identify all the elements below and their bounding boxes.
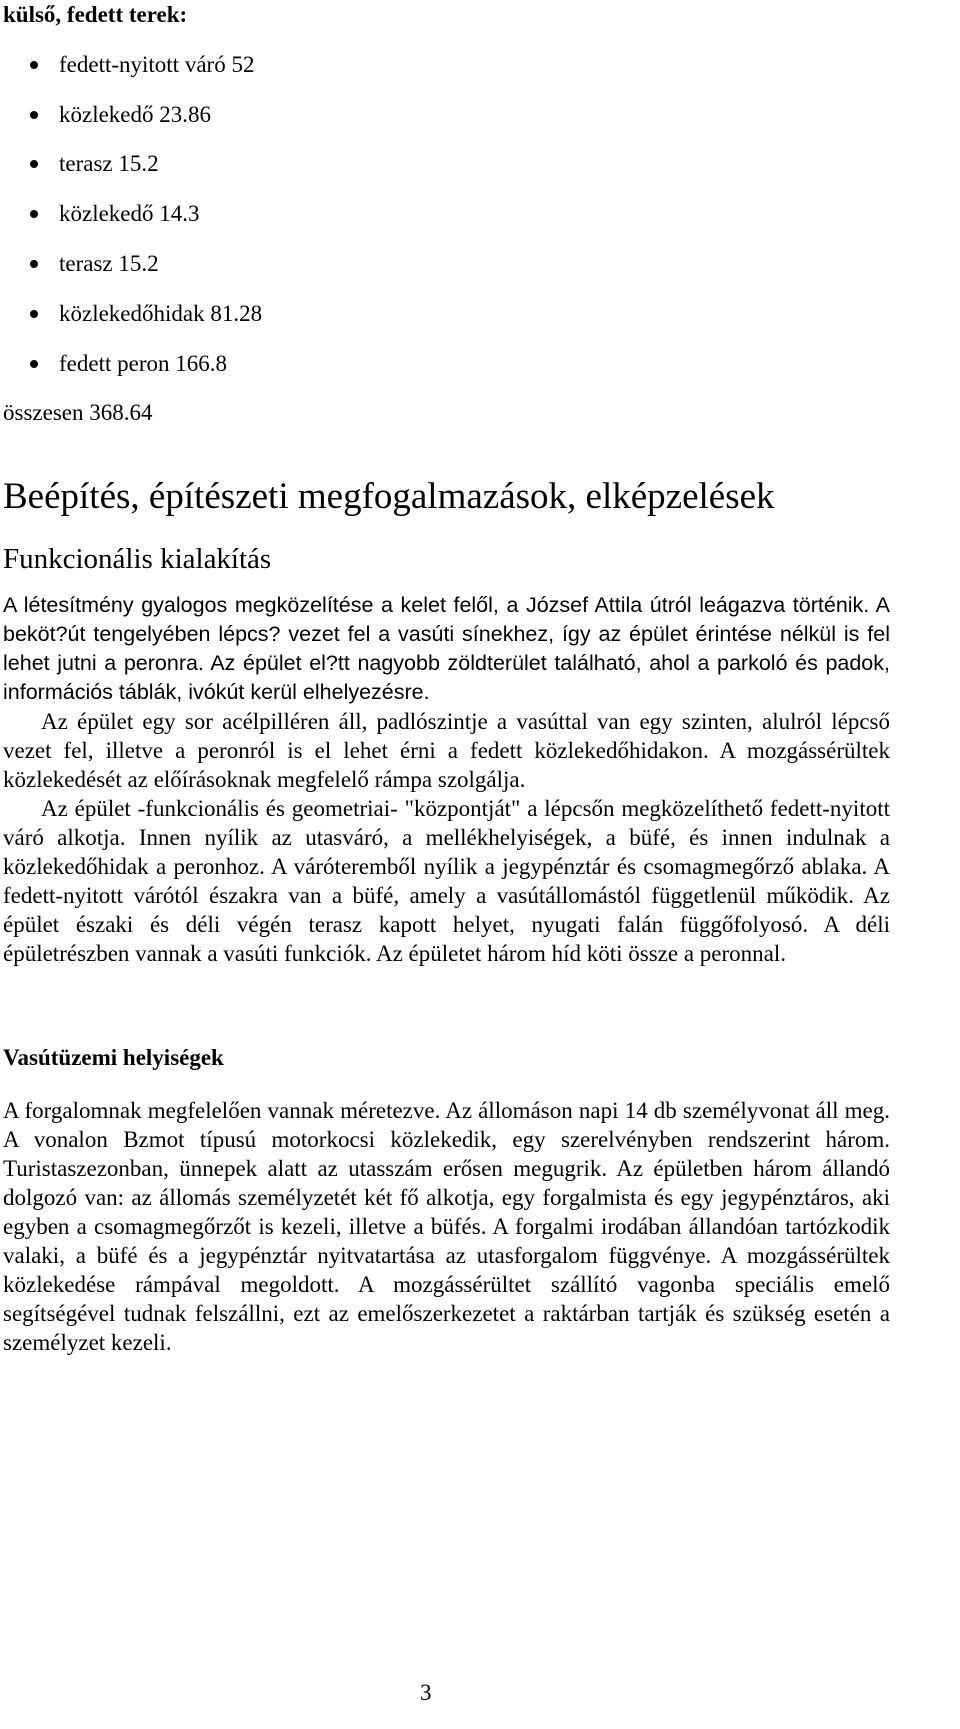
list-item bbox=[30, 151, 159, 177]
bullet-icon bbox=[30, 310, 38, 318]
list-item-text: közlekedő 14.3 bbox=[59, 201, 200, 226]
bullet-icon bbox=[30, 260, 38, 268]
list-item-text: terasz 15.2 bbox=[59, 251, 159, 276]
list-item bbox=[30, 201, 200, 227]
list-item-text: közlekedő 23.86 bbox=[59, 102, 212, 127]
bullet-icon bbox=[30, 160, 38, 168]
total-area: összesen 368.64 bbox=[3, 400, 153, 425]
list-item bbox=[30, 301, 262, 327]
list-item-text: terasz 15.2 bbox=[59, 151, 159, 176]
functional-paragraph-2: Az épület egy sor acélpilléren áll, padlószintje a vasúttal van egy szinten, alulról lépcső vezet fel, illetve a peronról is el lehet érni a fedett közlekedőhidakon. A mozgássérültek közlekedését az előírásoknak megfelelő rámpa szolgálja. bbox=[3, 709, 890, 792]
functional-heading: Funkcionális kialakítás bbox=[3, 543, 272, 575]
functional-paragraph-1: A létesítmény gyalogos megközelítése a kelet felől, a József Attila útról leágazva történik. A beköt?út tengelyében lépcs? vezet fel a vasúti sínekhez, így az épület érintése nélkül is fel lehet jutni a peronra. Az épület el?tt nagyobb zöldterület található, ahol a parkoló és padok, információs táblák, ivókút kerül elhelyezésre. bbox=[3, 593, 890, 704]
railway-paragraph: A forgalomnak megfelelően vannak méretezve. Az állomáson napi 14 db személyvonat áll meg. A vonalon Bzmot típusú motorkocsi közlekedik, egy szerelvényben rendszerint három. Turistaszezonban, ünnepek alatt az utasszám erősen megugrik. Az épületben három állandó dolgozó van: az állomás személyzetét két fő alkotja, egy forgalmista és egy jegypénztáros, aki egyben a csomagmegőrzőt is kezeli, illetve a büfés. A forgalmi irodában állandóan tartózkodik valaki, a büfé és a jegypénztár nyitvatartása az utasforgalom függvénye. A mozgássérültek közlekedése rámpával megoldott. A mozgássérültet szállító vagonba speciális emelő segítségével tudnak felszállni, ezt az emelőszerkezetet a raktárban tartják és szükség esetén a személyzet kezeli. bbox=[3, 1098, 890, 1355]
railway-text bbox=[3, 1096, 890, 1357]
page-number: 3 bbox=[420, 1680, 432, 1705]
bullet-icon bbox=[30, 61, 38, 69]
list-item bbox=[30, 251, 159, 277]
railway-heading: Vasútüzemi helyiségek bbox=[3, 1045, 224, 1070]
list-item-text: fedett peron 166.8 bbox=[59, 351, 227, 376]
list-item-text: közlekedőhidak 81.28 bbox=[59, 301, 263, 326]
outdoor-spaces-heading: külső, fedett terek: bbox=[3, 2, 188, 27]
list-item bbox=[30, 52, 254, 78]
list-item bbox=[30, 102, 211, 128]
bullet-icon bbox=[30, 210, 38, 218]
bullet-icon bbox=[30, 360, 38, 368]
main-heading: Beépítés, építészeti megfogalmazások, elképzelések bbox=[3, 476, 775, 517]
list-item-text: fedett-nyitott váró 52 bbox=[59, 52, 255, 77]
bullet-icon bbox=[30, 111, 38, 119]
list-item bbox=[30, 351, 227, 377]
functional-paragraph-3: Az épület -funkcionális és geometriai- "központját" a lépcsőn megközelíthető fedett-nyitott váró alkotja. Innen nyílik az utasváró, a mellékhelyiségek, a büfé, és innen indulnak a közlekedőhidak a peronhoz. A váróteremből nyílik a jegypénztár és csomagmegőrző ablaka. A fedett-nyitott várótól északra van a büfé, amely a vasútállomástól függetlenül működik. Az épület északi és déli végén terasz kapott helyet, nyugati falán függőfolyosó. A déli épületrészben vannak a vasúti funkciók. Az épületet három híd köti össze a peronnal. bbox=[3, 796, 890, 966]
functional-text bbox=[3, 591, 890, 968]
